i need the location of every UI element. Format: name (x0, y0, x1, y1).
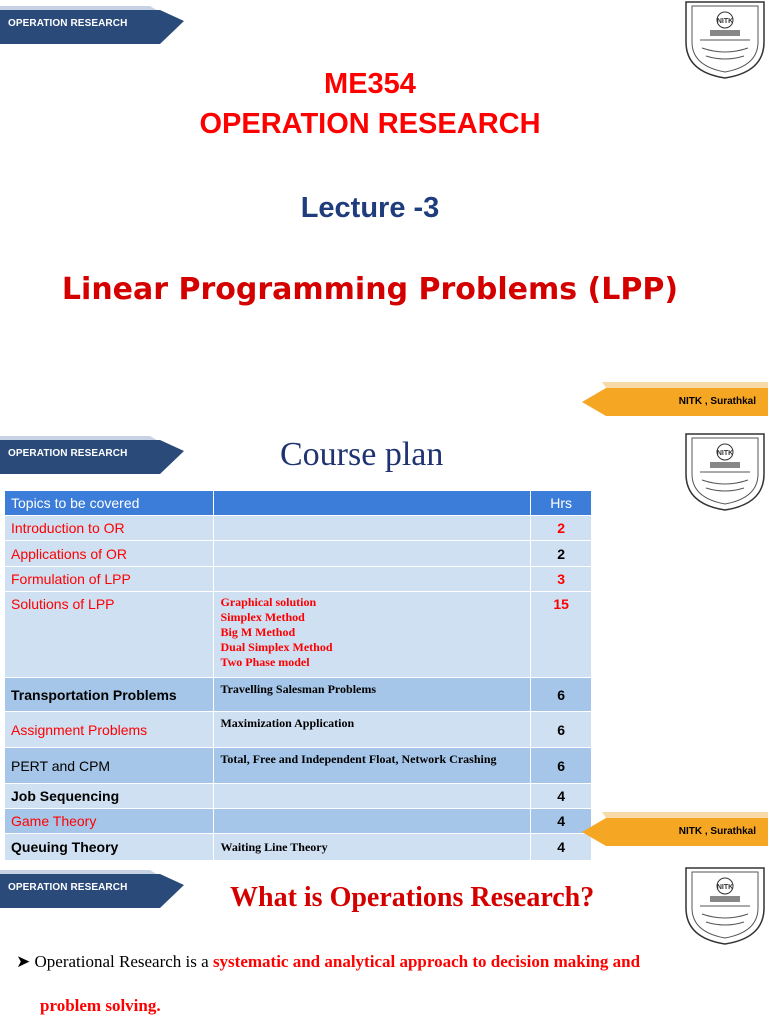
detail-cell: Maximization Application (214, 712, 531, 748)
detail-item: Two Phase model (220, 655, 310, 669)
detail-cell: Travelling Salesman Problems (214, 678, 531, 712)
footer-tag (582, 380, 768, 416)
detail-item: Dual Simplex Method (220, 640, 333, 654)
detail-cell (214, 516, 531, 541)
detail-cell (214, 541, 531, 567)
table-row (5, 712, 592, 748)
topic-cell: Formulation of LPP (5, 567, 214, 592)
topic-cell: Queuing Theory (5, 834, 214, 861)
arrow-bullet-icon: ➤ (16, 952, 31, 971)
detail-item: Big M Method (220, 625, 296, 639)
table-row (5, 784, 592, 809)
course-name: OPERATION RESEARCH (199, 108, 541, 140)
hrs-cell: 2 (531, 516, 592, 541)
detail-cell: Waiting Line Theory (214, 834, 531, 861)
topic-cell: Game Theory (5, 809, 214, 834)
topic-cell: Applications of OR (5, 541, 214, 567)
bullet-continuation-text: problem solving. (40, 996, 161, 1015)
logo-text: NITK (716, 18, 734, 25)
table-row (5, 748, 592, 784)
logo-text: NITK (716, 450, 734, 457)
detail-item: Simplex Method (220, 610, 305, 624)
table-row (5, 541, 592, 567)
bullet-prefix: Operational Research is a (34, 952, 213, 971)
header-label: OPERATION RESEARCH (8, 882, 128, 893)
header-ribbon (0, 434, 190, 474)
bullet-highlight: systematic and analytical approach to decision making and (212, 952, 641, 971)
topic-cell: Transportation Problems (5, 678, 214, 712)
slide-title (0, 0, 768, 432)
nitk-logo (682, 432, 768, 512)
logo-text: NITK (716, 884, 734, 891)
topic-cell: Assignment Problems (5, 712, 214, 748)
hrs-cell: 6 (531, 748, 592, 784)
table-row (5, 678, 592, 712)
topic-cell: Solutions of LPP (5, 592, 214, 678)
detail-cell (214, 809, 531, 834)
header-ribbon (0, 868, 190, 908)
lecture-number: Lecture -3 (300, 192, 440, 224)
hrs-cell: 4 (531, 784, 592, 809)
hrs-cell: 6 (531, 678, 592, 712)
topic-cell: PERT and CPM (5, 748, 214, 784)
what-is-or-title: What is Operations Research? (230, 882, 595, 913)
lecture-topic: Linear Programming Problems (LPP) (61, 272, 679, 307)
hrs-cell: 4 (531, 834, 592, 861)
topic-cell: Introduction to OR (5, 516, 214, 541)
header-ribbon (0, 4, 190, 44)
bullet-continuation (40, 996, 161, 1016)
detail-cell: Total, Free and Independent Float, Network Crashing (214, 748, 531, 784)
course-plan-table (4, 490, 592, 861)
hrs-cell: 6 (531, 712, 592, 748)
hrs-cell: 15 (531, 592, 592, 678)
hrs-cell: 2 (531, 541, 592, 567)
footer-tag (582, 810, 768, 846)
header-hrs: Hrs (531, 491, 592, 516)
slide-what-is-or (0, 866, 768, 1024)
topic-cell: Job Sequencing (5, 784, 214, 809)
table-row (5, 567, 592, 592)
nitk-logo (682, 866, 768, 946)
table-row (5, 592, 592, 678)
table-row (5, 516, 592, 541)
course-code: ME354 (324, 68, 416, 100)
footer-label: NITK , Surathkal (678, 826, 756, 837)
slide-course-plan (0, 432, 768, 866)
detail-cell (214, 567, 531, 592)
hrs-cell: 4 (531, 809, 592, 834)
bullet-definition (16, 952, 640, 972)
footer-label: NITK , Surathkal (678, 396, 756, 407)
table-row (5, 834, 592, 861)
course-plan-title: Course plan (280, 436, 444, 473)
hrs-cell: 3 (531, 567, 592, 592)
detail-cell (214, 784, 531, 809)
header-details (214, 491, 531, 516)
header-topics: Topics to be covered (5, 491, 214, 516)
detail-item: Graphical solution (220, 595, 317, 609)
table-header-row (5, 491, 592, 516)
table-row (5, 809, 592, 834)
header-label: OPERATION RESEARCH (8, 18, 128, 29)
detail-cell (214, 592, 531, 678)
header-label: OPERATION RESEARCH (8, 448, 128, 459)
